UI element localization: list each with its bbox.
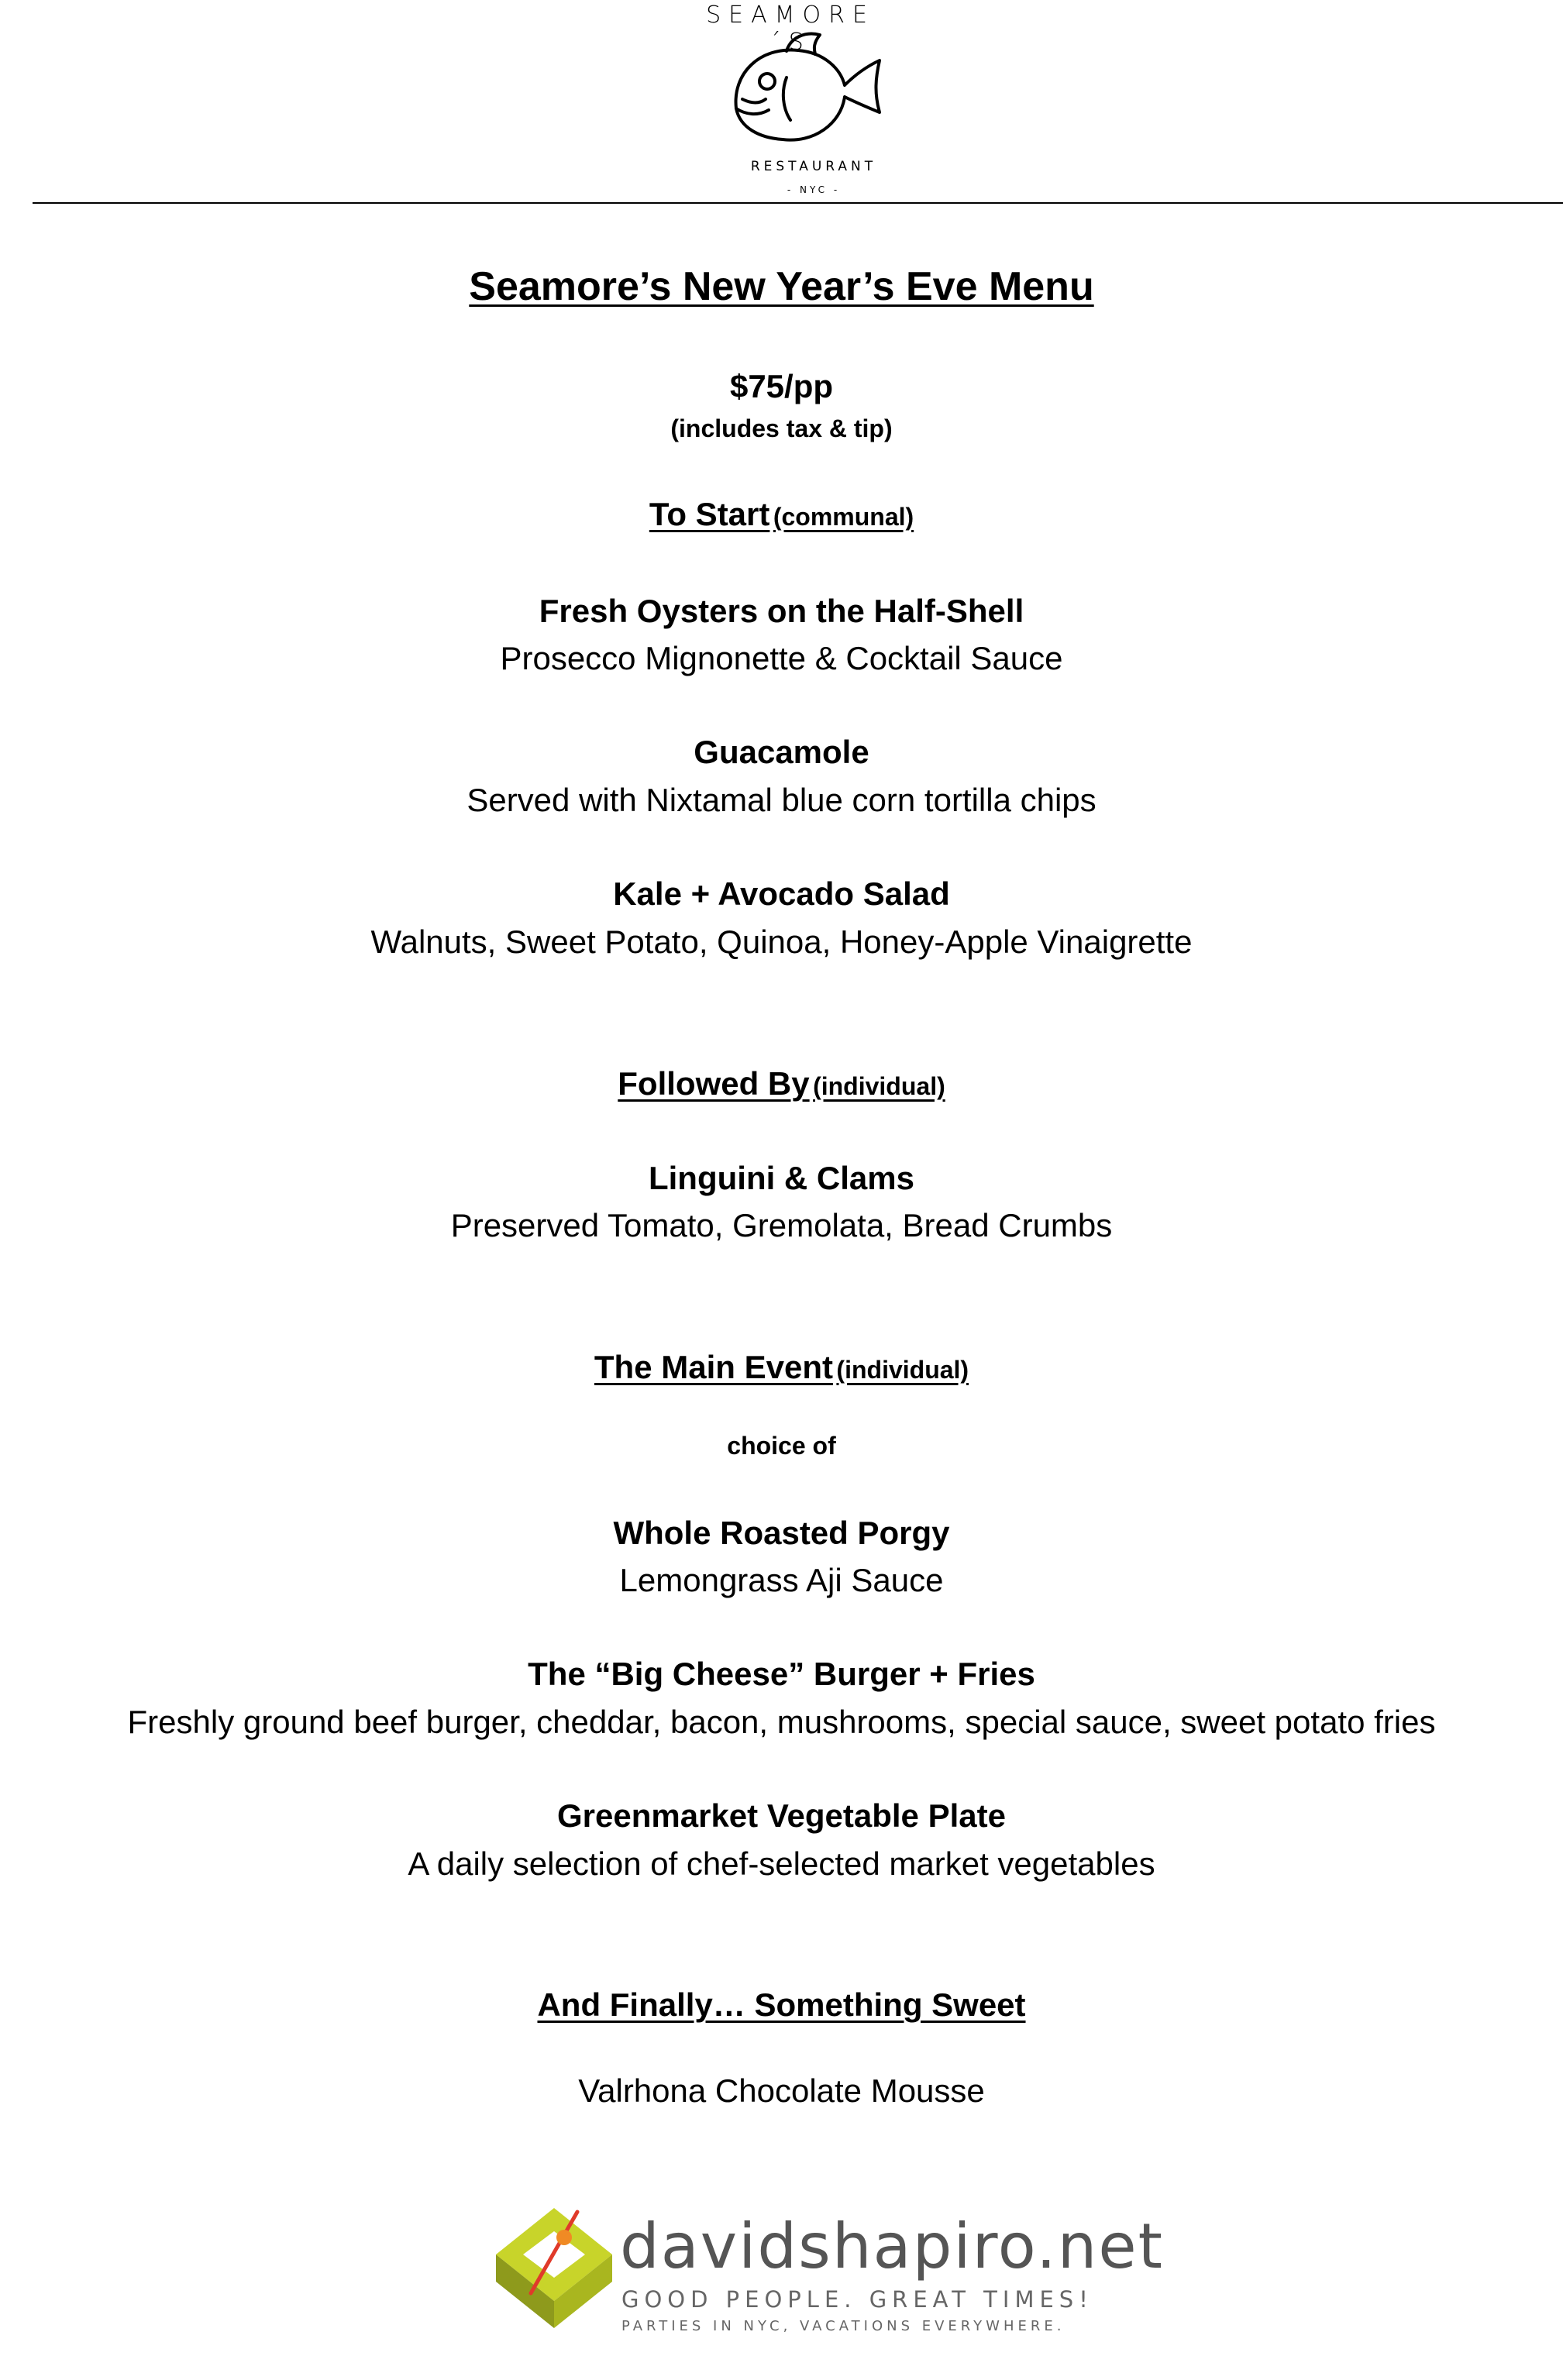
section-heading-main-event bbox=[0, 1349, 1563, 1386]
menu-item-description: Freshly ground beef burger, cheddar, bacon, mushrooms, special sauce, sweet potato fries bbox=[127, 1704, 1436, 1740]
menu-title: Seamore’s New Year’s Eve Menu bbox=[469, 264, 1094, 309]
menu-item-description: Served with Nixtamal blue corn tortilla chips bbox=[466, 782, 1097, 818]
section-heading-dessert: And Finally… Something Sweet bbox=[537, 1986, 1026, 2023]
menu-item-name: Guacamole bbox=[694, 734, 869, 770]
menu-item-description: Lemongrass Aji Sauce bbox=[619, 1562, 944, 1598]
restaurant-logo-name: SEAMORE´S bbox=[706, 2, 875, 56]
brand-subline: PARTIES IN NYC, VACATIONS EVERYWHERE. bbox=[621, 2318, 1066, 2334]
choice-of-label: choice of bbox=[727, 1432, 836, 1460]
menu-price: $75/pp bbox=[729, 368, 834, 404]
menu-item-name: Kale + Avocado Salad bbox=[613, 875, 950, 912]
section-note: (individual) bbox=[836, 1356, 969, 1384]
menu-item-name: Linguini & Clams bbox=[648, 1160, 914, 1196]
menu-item-description: Walnuts, Sweet Potato, Quinoa, Honey-Apple Vinaigrette bbox=[370, 923, 1193, 960]
davidshapiro-logo-icon bbox=[488, 2200, 620, 2332]
restaurant-logo-subtitle: RESTAURANT bbox=[750, 159, 877, 174]
section-note: (individual) bbox=[813, 1072, 945, 1100]
menu-item-name: The “Big Cheese” Burger + Fries bbox=[528, 1656, 1035, 1692]
restaurant-logo-city: - NYC - bbox=[787, 184, 841, 195]
menu-item-description: A daily selection of chef-selected market vegetables bbox=[408, 1845, 1155, 1882]
menu-item-name: Whole Roasted Porgy bbox=[613, 1515, 950, 1551]
section-title: To Start bbox=[649, 496, 770, 532]
brand-tagline: GOOD PEOPLE. GREAT TIMES! bbox=[621, 2286, 1093, 2313]
menu-item-name: Greenmarket Vegetable Plate bbox=[557, 1797, 1006, 1834]
section-heading-followed-by bbox=[0, 1065, 1563, 1102]
brand-name: davidshapiro.net bbox=[620, 2210, 1164, 2282]
section-title: Followed By bbox=[618, 1065, 810, 1102]
menu-item-description: Prosecco Mignonette & Cocktail Sauce bbox=[500, 640, 1063, 676]
menu-item-description: Valrhona Chocolate Mousse bbox=[578, 2072, 985, 2109]
menu-price-note: (includes tax & tip) bbox=[670, 414, 893, 442]
section-heading-to-start bbox=[0, 496, 1563, 533]
header-divider bbox=[33, 202, 1563, 204]
menu-item-description: Preserved Tomato, Gremolata, Bread Crumbs bbox=[450, 1207, 1113, 1243]
section-note: (communal) bbox=[773, 503, 914, 531]
menu-item-name: Fresh Oysters on the Half-Shell bbox=[539, 593, 1024, 629]
section-title: The Main Event bbox=[594, 1349, 833, 1385]
